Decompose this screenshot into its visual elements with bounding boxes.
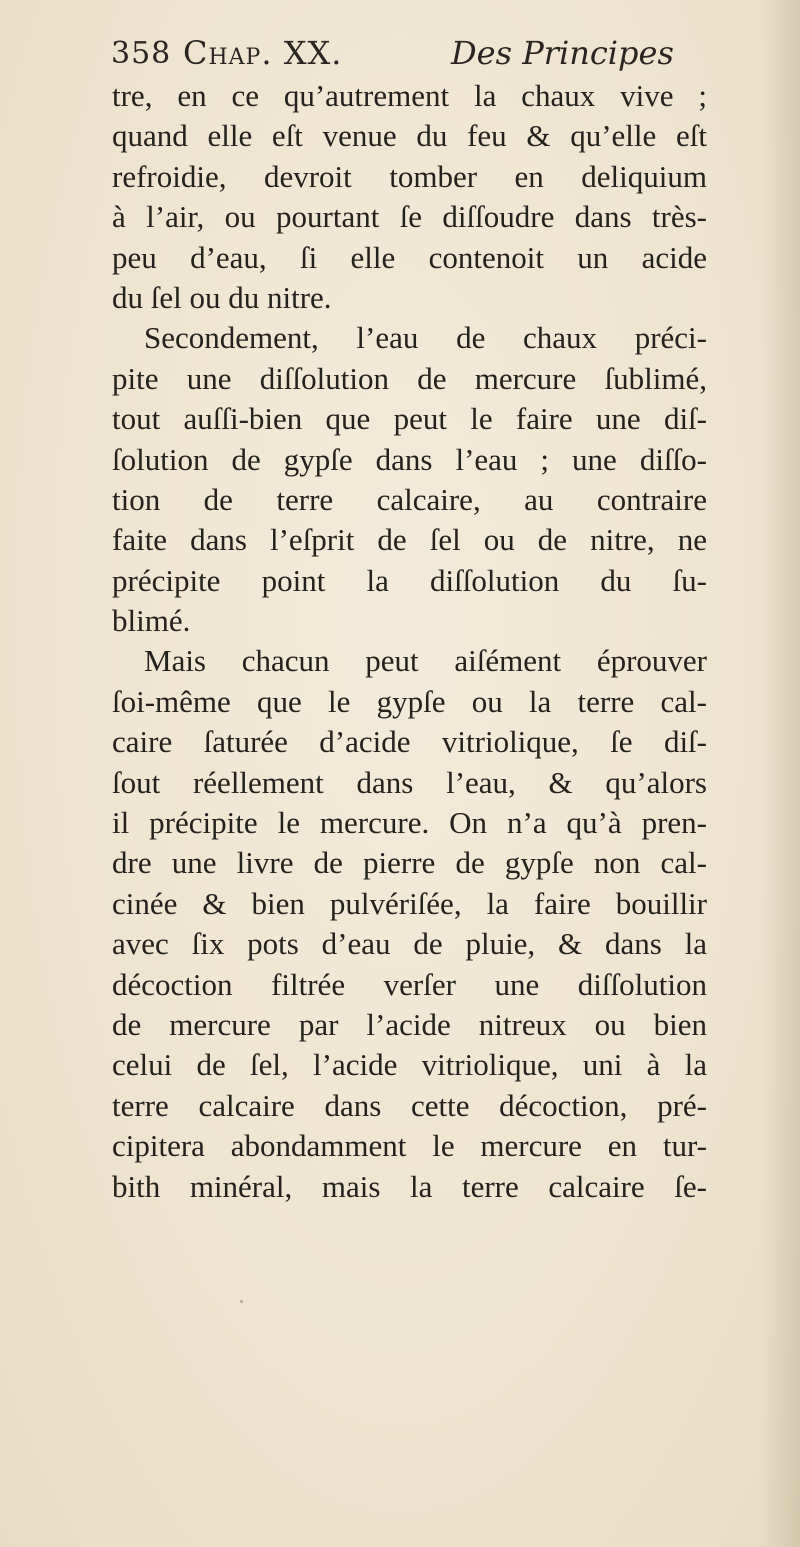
- text-line: il précipite le mercure. On n’a qu’à pren-: [112, 805, 707, 841]
- paragraph-start-line: Mais chacun peut aiſément éprouver: [144, 643, 707, 679]
- text-line: peu d’eau, ſi elle contenoit un acide: [112, 239, 707, 275]
- running-header: [111, 30, 674, 82]
- text-line: du ſel ou du nitre.: [112, 279, 332, 315]
- text-line: refroidie, devroit tomber en deliquium: [112, 158, 707, 194]
- text-line: ſolution de gypſe dans l’eau ; une diſſo-: [112, 441, 707, 477]
- text-line: quand elle eſt venue du feu & qu’elle eſt: [112, 118, 707, 154]
- text-line: cipitera abondamment le mercure en tur-: [112, 1128, 707, 1164]
- text-line: tre, en ce qu’autrement la chaux vive ;: [112, 78, 707, 113]
- text-line: cinée & bien pulvériſée, la faire bouillir: [112, 885, 707, 921]
- page-edge-shadow: [760, 0, 800, 1547]
- text-line: blimé.: [112, 603, 191, 639]
- text-line: caire ſaturée d’acide vitriolique, ſe diſ-: [112, 724, 707, 760]
- text-line: terre calcaire dans cette décoction, pré-: [112, 1087, 707, 1123]
- text-line: dre une livre de pierre de gypſe non cal-: [112, 845, 707, 881]
- paragraph-start-line: Secondement, l’eau de chaux préci-: [144, 320, 707, 356]
- paper-speck: [240, 1300, 243, 1303]
- page-number: 358: [111, 36, 172, 71]
- text-line: tout auſſi-bien que peut le faire une diſ-: [112, 401, 707, 437]
- text-line: bith minéral, mais la terre calcaire ſe-: [112, 1168, 707, 1204]
- text-line: de mercure par l’acide nitreux ou bien: [112, 1006, 707, 1042]
- text-line: faite dans l’eſprit de ſel ou de nitre, ne: [112, 522, 707, 558]
- chapter-label: Chap. XX.: [183, 34, 343, 72]
- body-text: [112, 76, 707, 1207]
- text-line: décoction filtrée verſer une diſſolution: [112, 966, 707, 1002]
- text-line: avec ſix pots d’eau de pluie, & dans la: [112, 926, 707, 962]
- text-line: précipite point la diſſolution du ſu-: [112, 562, 707, 598]
- text-line: pite une diſſolution de mercure ſublimé,: [112, 360, 707, 396]
- text-line: tion de terre calcaire, au contraire: [112, 481, 707, 517]
- text-line: à l’air, ou pourtant ſe diſſoudre dans très-: [112, 199, 707, 235]
- text-line: ſoi-même que le gypſe ou la terre cal-: [112, 683, 707, 719]
- text-line: ſout réellement dans l’eau, & qu’alors: [112, 764, 707, 800]
- text-line: celui de ſel, l’acide vitriolique, uni à la: [112, 1047, 707, 1083]
- running-title: Des Principes: [451, 34, 674, 72]
